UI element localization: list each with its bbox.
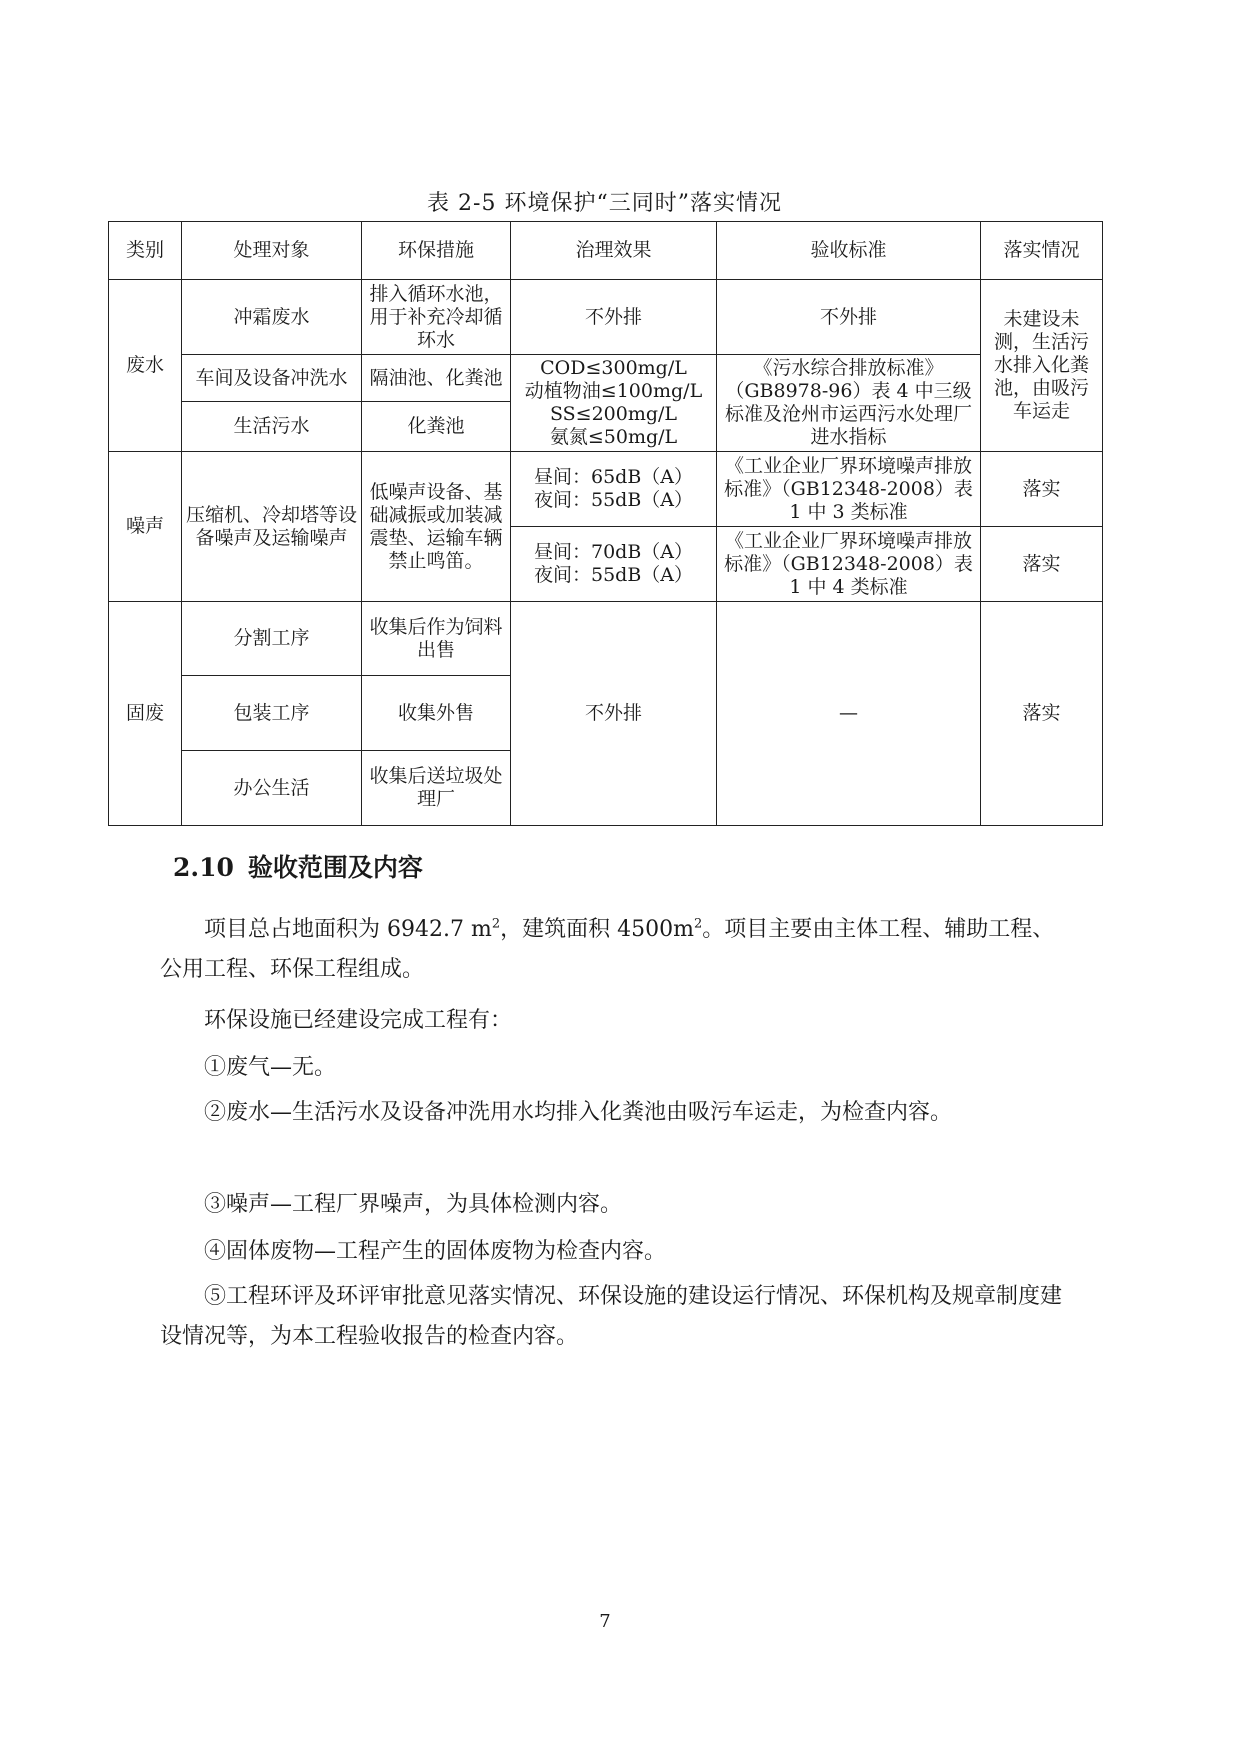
standard-cell: 《工业企业厂界环境噪声排放标准》（GB12348-2008）表 1 中 4 类标准 bbox=[717, 527, 981, 602]
superscript: 2 bbox=[491, 916, 501, 932]
object-cell: 生活污水 bbox=[182, 402, 362, 452]
paragraph-area bbox=[160, 910, 1065, 990]
environmental-protection-table bbox=[108, 221, 1103, 826]
effect-line: SS≤200mg/L bbox=[549, 403, 678, 425]
effect-cell: 不外排 bbox=[511, 280, 717, 355]
measure-cell: 排入循环水池，用于补充冷却循环水 bbox=[362, 280, 511, 355]
paragraph-facilities: 环保设施已经建设完成工程有： bbox=[204, 1008, 513, 1033]
section-title: 验收范围及内容 bbox=[247, 853, 423, 882]
header-effect: 治理效果 bbox=[511, 222, 717, 280]
category-solid-waste: 固废 bbox=[109, 602, 182, 826]
paragraph-noise: ③噪声—工程厂界噪声，为具体检测内容。 bbox=[204, 1192, 623, 1217]
status-cell-solid: 落实 bbox=[981, 602, 1103, 826]
header-status: 落实情况 bbox=[981, 222, 1103, 280]
table-row bbox=[109, 355, 1103, 402]
table-header-row bbox=[109, 222, 1103, 280]
object-cell: 车间及设备冲洗水 bbox=[182, 355, 362, 402]
standard-cell-shared: 《污水综合排放标准》（GB8978-96）表 4 中三级标准及沧州市运西污水处理厂进水指标 bbox=[717, 355, 981, 452]
measure-cell: 收集外售 bbox=[362, 676, 511, 751]
effect-cell bbox=[511, 527, 717, 602]
standard-cell: 《工业企业厂界环境噪声排放标准》（GB12348-2008）表 1 中 3 类标准 bbox=[717, 452, 981, 527]
header-measure: 环保措施 bbox=[362, 222, 511, 280]
object-cell: 包装工序 bbox=[182, 676, 362, 751]
measure-cell: 低噪声设备、基础减振或加装减震垫、运输车辆禁止鸣笛。 bbox=[362, 452, 511, 602]
object-cell: 冲霜废水 bbox=[182, 280, 362, 355]
effect-line: 昼间：65dB（A） bbox=[533, 466, 694, 488]
standard-cell-solid: — bbox=[717, 602, 981, 826]
standard-cell: 不外排 bbox=[717, 280, 981, 355]
table-row bbox=[109, 452, 1103, 527]
object-cell: 办公生活 bbox=[182, 751, 362, 826]
effect-line: 氨氮≤50mg/L bbox=[549, 426, 678, 448]
table-row bbox=[109, 602, 1103, 676]
table-row bbox=[109, 280, 1103, 355]
paragraph-text: ，建筑面积 4500m bbox=[500, 917, 694, 942]
paragraph-wastewater: ②废水—生活污水及设备冲洗用水均排入化粪池由吸污车运走，为检查内容。 bbox=[204, 1100, 953, 1125]
paragraph-text: 。项目主要由主体工程、辅助工程、公用工程、环保工程组成。 bbox=[160, 917, 1055, 982]
object-cell: 分割工序 bbox=[182, 602, 362, 676]
table-caption: 表 2-5 环境保护“三同时”落实情况 bbox=[427, 191, 782, 216]
effect-line: 昼间：70dB（A） bbox=[533, 541, 694, 563]
status-cell: 落实 bbox=[981, 452, 1103, 527]
effect-cell-solid: 不外排 bbox=[511, 602, 717, 826]
paragraph-solid-waste: ④固体废物—工程产生的固体废物为检查内容。 bbox=[204, 1239, 667, 1264]
category-wastewater: 废水 bbox=[109, 280, 182, 452]
category-noise: 噪声 bbox=[109, 452, 182, 602]
measure-cell: 隔油池、化粪池 bbox=[362, 355, 511, 402]
paragraph-waste-gas: ①废气—无。 bbox=[204, 1055, 337, 1080]
section-heading bbox=[173, 851, 423, 885]
effect-line: 夜间：55dB（A） bbox=[533, 489, 694, 511]
header-standard: 验收标准 bbox=[717, 222, 981, 280]
page-number: 7 bbox=[599, 1611, 611, 1632]
effect-cell bbox=[511, 452, 717, 527]
paragraph-text: 项目总占地面积为 6942.7 m bbox=[204, 917, 492, 942]
effect-cell-shared bbox=[511, 355, 717, 452]
header-category: 类别 bbox=[109, 222, 182, 280]
header-object: 处理对象 bbox=[182, 222, 362, 280]
paragraph-eia: ⑤工程环评及环评审批意见落实情况、环保设施的建设运行情况、环保机构及规章制度建设情况等，为本工程验收报告的检查内容。 bbox=[160, 1284, 1063, 1349]
effect-line: COD≤300mg/L bbox=[540, 357, 687, 379]
superscript: 2 bbox=[693, 916, 703, 932]
status-wastewater: 未建设未测，生活污水排入化粪池，由吸污车运走 bbox=[981, 280, 1103, 452]
measure-cell: 化粪池 bbox=[362, 402, 511, 452]
effect-line: 夜间：55dB（A） bbox=[533, 564, 694, 586]
section-number: 2.10 bbox=[173, 853, 234, 882]
status-cell: 落实 bbox=[981, 527, 1103, 602]
measure-cell: 收集后送垃圾处理厂 bbox=[362, 751, 511, 826]
object-cell: 压缩机、冷却塔等设备噪声及运输噪声 bbox=[182, 452, 362, 602]
effect-line: 动植物油≤100mg/L bbox=[524, 380, 703, 402]
measure-cell: 收集后作为饲料出售 bbox=[362, 602, 511, 676]
